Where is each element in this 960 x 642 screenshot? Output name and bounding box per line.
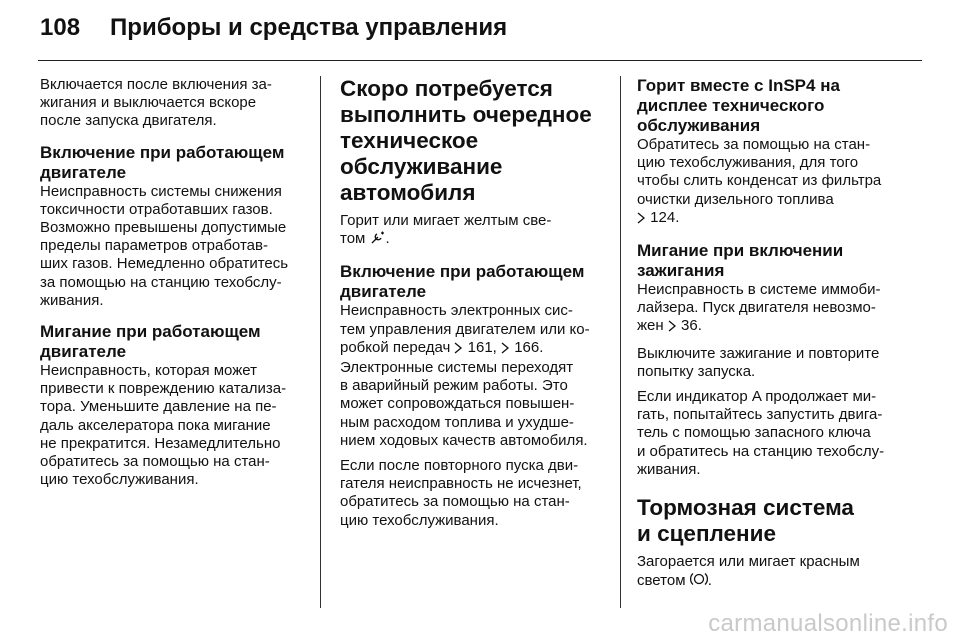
paragraph: Неисправность системы снижения токсичности отработавших газов. Возможно превышены допустимые пределы параметров отработав- ших газов. Немедленно обратитесь за помощью на станцию техобслу- живания.	[40, 182, 289, 309]
column-divider	[620, 76, 621, 608]
cross-reference-arrow-icon	[501, 341, 510, 359]
paragraph: Обратитесь за помощью на стан- цию техобслуживания, для того чтобы слить конденсат из фильтра очистки дизельного топлива 124.	[637, 136, 909, 229]
subheading: Включение при работающем двигателе	[40, 142, 285, 182]
page-reference[interactable]: 124	[650, 208, 676, 226]
service-wrench-icon	[370, 231, 386, 250]
subheading: Включение при работающем двигателе	[340, 262, 585, 302]
page-reference[interactable]: 36	[681, 317, 698, 335]
page-reference[interactable]: 161	[467, 338, 493, 356]
paragraph: Если индикатор A продолжает ми- гать, попытайтесь запустить двига- тель с помощью запасного ключа и обратитесь на станцию техобслу- живания.	[637, 388, 885, 478]
column-3	[637, 76, 909, 599]
cross-reference-arrow-icon	[668, 319, 677, 337]
paragraph: Неисправность, которая может привести к повреждению катализа- тора. Уменьшите давление на пе- даль акселератора пока мигание не прекратится. Незамедлительно обратитесь за помощью на стан- цию техобслуживания.	[40, 362, 287, 489]
paragraph: Горит или мигает желтым све- том .	[340, 212, 612, 250]
brake-warning-icon	[690, 571, 708, 592]
watermark: carmanualsonline.info	[708, 610, 948, 637]
subheading: Мигание при включении зажигания	[637, 241, 844, 281]
column-divider	[320, 76, 321, 608]
page-title: Приборы и средства управления	[110, 14, 508, 41]
paragraph: Неисправность электронных сис- тем управления двигателем или ко- робкой передач 161, 166. Электронные системы переходят в аварийный режим работы. Это может сопровождаться повышен- ным расходом топлива и ухудше- нием ходовых качеств автомобиля.	[340, 302, 590, 449]
page-number: 108	[40, 14, 81, 41]
paragraph: Загорается или мигает красным светом .	[637, 553, 909, 592]
paragraph: Включается после включения за- жигания и выключается вскоре после запуска двигателя.	[40, 76, 272, 130]
page-header	[40, 14, 507, 42]
paragraph-text: Горит или мигает желтым све- том	[340, 212, 552, 248]
subheading: Мигание при работающем двигателе	[40, 322, 261, 362]
paragraph: Выключите зажигание и повторите попытку запуска.	[637, 344, 880, 380]
section-title: Тормозная система и сцепление	[637, 495, 854, 547]
section-title: Скоро потребуется выполнить очередное техническое обслуживание автомобиля	[340, 76, 592, 205]
cross-reference-arrow-icon	[637, 211, 646, 229]
paragraph: Если после повторного пуска дви- гателя неисправность не исчезнет, обратитесь за помощью на стан- цию техобслуживания.	[340, 457, 582, 529]
paragraph: Неисправность в системе иммоби- лайзера. Пуск двигателя невозмо- жен 36.	[637, 281, 909, 338]
header-divider	[38, 60, 922, 61]
page-reference[interactable]: 166	[514, 338, 540, 356]
column-2	[340, 76, 612, 537]
cross-reference-arrow-icon	[454, 341, 463, 359]
subheading: Горит вместе с InSP4 на дисплее технического обслуживания	[637, 76, 840, 135]
column-1	[40, 76, 312, 496]
